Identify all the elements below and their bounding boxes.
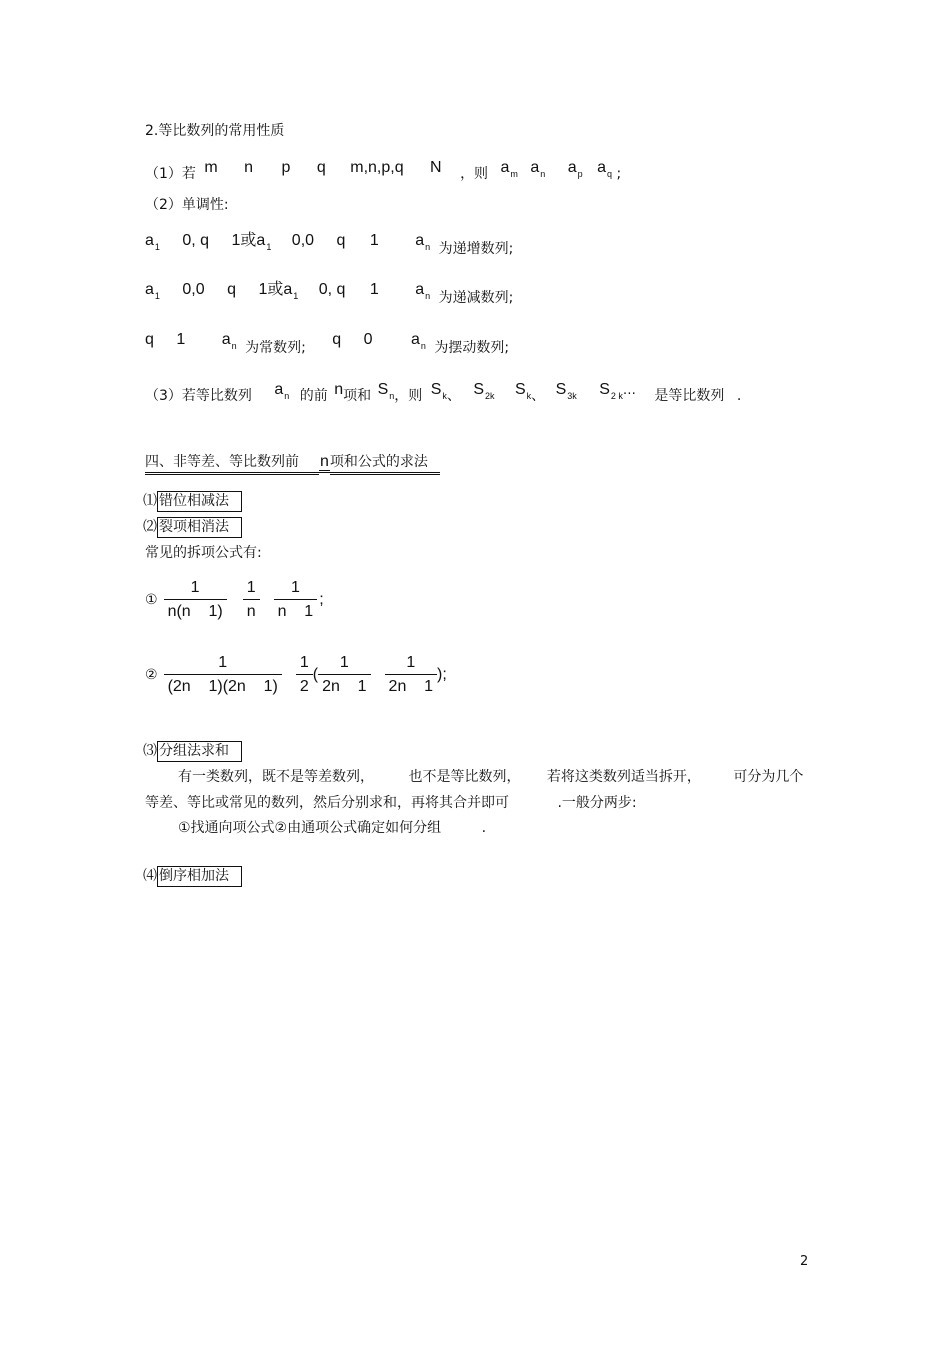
const-zero: 0 — [363, 331, 373, 348]
a-m: $a_m$ — [500, 159, 518, 179]
fraction-lhs — [164, 655, 282, 695]
mono-desc: 为递减数列; — [438, 290, 514, 306]
fraction-term-2 — [274, 580, 318, 620]
numerator: 1 — [190, 579, 200, 596]
method-title: 裂项相消法 — [157, 517, 242, 538]
section-title: 2.等比数列的常用性质 — [145, 123, 285, 139]
an-term: $a_n$ — [410, 331, 426, 351]
separator: 、 — [446, 388, 461, 404]
cond-part: q — [227, 281, 236, 298]
numerator: 1 — [246, 579, 256, 596]
cond-var-m: m — [204, 159, 218, 176]
fraction-term-2 — [385, 655, 437, 695]
desc-text: ①找通向项公式②由通项公式确定如何分组 — [178, 820, 442, 836]
desc-text: 若将这类数列适当拆开， — [546, 769, 701, 785]
mono-line-decreasing — [145, 281, 514, 306]
numerator: 1 — [290, 579, 300, 596]
an-term: $a_n$ — [415, 281, 431, 301]
an-term: $a_n$ — [415, 232, 431, 252]
heading-part: 项和公式的求法 — [330, 454, 440, 475]
cond-part: 0, q — [182, 232, 210, 249]
cond-part: 1或 — [258, 281, 284, 298]
then-text: ，则 — [460, 166, 489, 182]
a1-term: $a_1$ — [145, 281, 160, 301]
a-p: $a_p$ — [567, 159, 583, 179]
mono-line-constant-oscillating — [145, 331, 510, 356]
formula-mark: ② — [145, 667, 158, 683]
cond-var-q: q — [316, 159, 326, 176]
q-var: q — [332, 331, 342, 348]
a-n: $a_n$ — [530, 159, 546, 179]
denominator: n 1 — [277, 603, 314, 620]
property-3-label: （3）若等比数列 — [145, 388, 252, 404]
mono-desc: 为常数列; — [245, 340, 306, 356]
desc-text: .一般分两步: — [557, 795, 637, 811]
formula-2 — [145, 655, 447, 695]
q-var: q — [145, 331, 154, 348]
formula-mark: ① — [145, 592, 158, 608]
fraction-lhs — [164, 580, 227, 620]
denominator: n — [246, 603, 256, 620]
method-number: ⑵ — [143, 519, 157, 535]
method-3 — [143, 744, 242, 758]
denominator: 2 — [299, 678, 309, 695]
a1-term: $a_1$ — [256, 232, 272, 252]
method-1 — [143, 494, 242, 508]
method-number: ⑶ — [143, 743, 157, 759]
numerator: 1 — [218, 654, 228, 671]
numerator: 1 — [339, 654, 349, 671]
s-term: $S_{2k}$ — [473, 381, 495, 401]
method-3-desc-line-3 — [178, 821, 486, 835]
property-3 — [145, 381, 742, 404]
method-3-desc-line-1 — [178, 770, 803, 784]
s-term: $S_{2 k}$ — [599, 381, 623, 401]
then-text: ，则 — [394, 388, 423, 404]
cond-part: 1或 — [231, 232, 257, 249]
cond-set: m,n,p,q — [350, 159, 404, 176]
s-term: $S_{3k}$ — [555, 381, 577, 401]
end-semicolon: ; — [616, 166, 622, 182]
mono-desc: 为摆动数列; — [434, 340, 510, 356]
denominator: 2n 1 — [322, 678, 367, 695]
ellipsis: … — [622, 383, 636, 398]
method-title: 分组法求和 — [157, 741, 242, 762]
method-title: 错位相减法 — [157, 491, 242, 512]
a-q: $a_q$ — [597, 159, 613, 179]
desc-text: 也不是等比数列， — [408, 769, 521, 785]
a1-term: $a_1$ — [145, 232, 160, 252]
method-3-desc-line-2 — [145, 796, 637, 810]
property-1 — [145, 159, 622, 182]
period: . — [736, 388, 742, 404]
conclusion: 是等比数列 — [654, 388, 725, 404]
separator: 、 — [531, 388, 546, 404]
property-2-label: （2）单调性: — [145, 197, 229, 213]
method-number: ⑷ — [143, 868, 157, 884]
denominator: (2n 1)(2n 1) — [167, 678, 278, 695]
close-paren: ); — [437, 666, 447, 683]
s-term: $S_k$ — [514, 381, 532, 401]
cond-in: N — [430, 159, 442, 176]
mono-desc: 为递增数列; — [438, 241, 514, 257]
desc-text: . — [481, 820, 487, 836]
fraction-term-1 — [243, 580, 260, 620]
section-4-heading — [145, 454, 440, 470]
fraction-half — [296, 655, 313, 695]
property-1-label: （1）若 — [145, 166, 196, 182]
method-2 — [143, 520, 242, 534]
cond-part: 1 — [369, 281, 379, 298]
a1-term: $a_1$ — [283, 281, 299, 301]
s-term: $S_k$ — [430, 381, 447, 401]
heading-part: 四、非等差、等比数列前 — [145, 454, 319, 475]
fraction-term-1 — [318, 655, 370, 695]
const-one: 1 — [176, 331, 186, 348]
sum-text: 项和 — [343, 388, 372, 404]
cond-part: 0,0 — [182, 281, 205, 298]
cond-var-p: p — [281, 159, 291, 176]
front-text: 的前 — [299, 388, 328, 404]
method-4 — [143, 869, 242, 883]
page-number: 2 — [800, 1254, 809, 1269]
open-paren: ( — [312, 666, 319, 683]
an-term: $a_n$ — [274, 381, 290, 401]
formula-end: ; — [319, 591, 324, 608]
heading-n: n — [319, 453, 330, 473]
denominator: 2n 1 — [388, 678, 434, 695]
n-var: n — [334, 381, 344, 398]
cond-part: 0,0 — [291, 232, 315, 249]
method-title: 倒序相加法 — [157, 866, 242, 887]
cond-part: 0, q — [318, 281, 346, 298]
mono-line-increasing — [145, 232, 514, 257]
an-term: $a_n$ — [221, 331, 237, 351]
cond-var-n: n — [244, 159, 254, 176]
sn-term: $S_n$ — [377, 381, 395, 401]
desc-text: 可分为几个 — [733, 769, 804, 785]
desc-text: 等差、等比或常见的数列，然后分别求和，再将其合并即可 — [145, 795, 509, 811]
numerator: 1 — [406, 654, 416, 671]
method-number: ⑴ — [143, 493, 157, 509]
common-formulas-label: 常见的拆项公式有: — [145, 545, 262, 561]
cond-part: q — [336, 232, 346, 249]
denominator: n(n 1) — [167, 603, 223, 620]
desc-text: 有一类数列，既不是等差数列， — [178, 769, 374, 785]
cond-part: 1 — [369, 232, 379, 249]
numerator: 1 — [299, 654, 309, 671]
formula-1 — [145, 580, 324, 620]
